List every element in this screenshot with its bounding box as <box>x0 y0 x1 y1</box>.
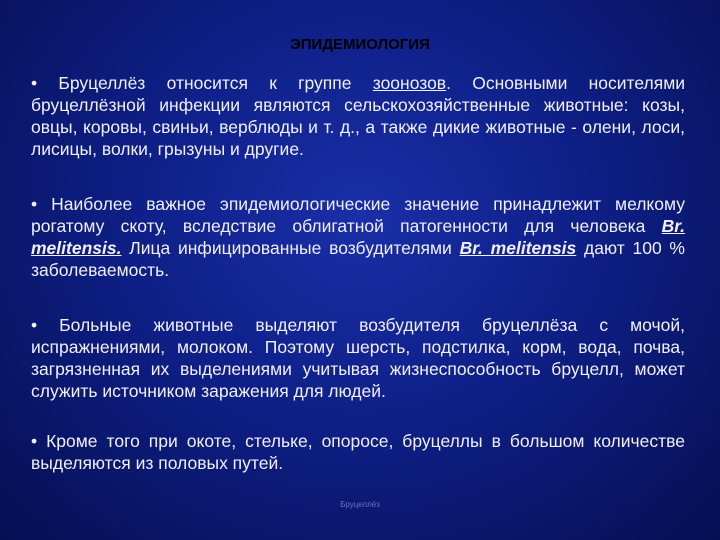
paragraph-2-text-c: дают 100 % заболеваемость. <box>31 238 685 280</box>
paragraph-2-text-b: Лица инфицированные возбудителями <box>121 238 460 258</box>
paragraph-4: • Кроме того при окоте, стельке, опоросе, бруцеллы в большом количестве выделяются из половых путей. <box>31 431 685 473</box>
slide-footer: Бруцеллёз <box>340 500 380 509</box>
paragraph-1-underlined-term: зоонозов <box>372 73 447 93</box>
paragraph-1-text-a: • Бруцеллёз относится к группе <box>31 73 373 93</box>
paragraph-2 <box>31 193 685 281</box>
paragraph-2-species-2: Br. melitensis <box>459 238 577 258</box>
paragraph-1 <box>31 72 685 160</box>
paragraph-1-text-b: . Основными носителями бруцеллёзной инфекции являются сельскохозяйственные животные: козы, овцы, коровы, свиньи, верблюды и т. д., а также дикие животные - олени, лоси, лисицы, волки, грызуны и другие. <box>31 73 685 159</box>
slide-title: ЭПИДЕМИОЛОГИЯ <box>290 36 430 53</box>
paragraph-2-text-a: • Наиболее важное эпидемиологические значение принадлежит мелкому рогатому скоту, вследствие облигатной патогенности для человека <box>31 194 685 236</box>
paragraph-2-species-1: Br. melitensis. <box>31 216 685 258</box>
paragraph-3: • Больные животные выделяют возбудителя бруцеллёза с мочой, испражнениями, молоком. Поэтому шерсть, подстилка, корм, вода, почва, загрязненная их выделениями учитывая жизнеспособность бруцелл, может служить источником заражения для людей. <box>31 315 685 401</box>
